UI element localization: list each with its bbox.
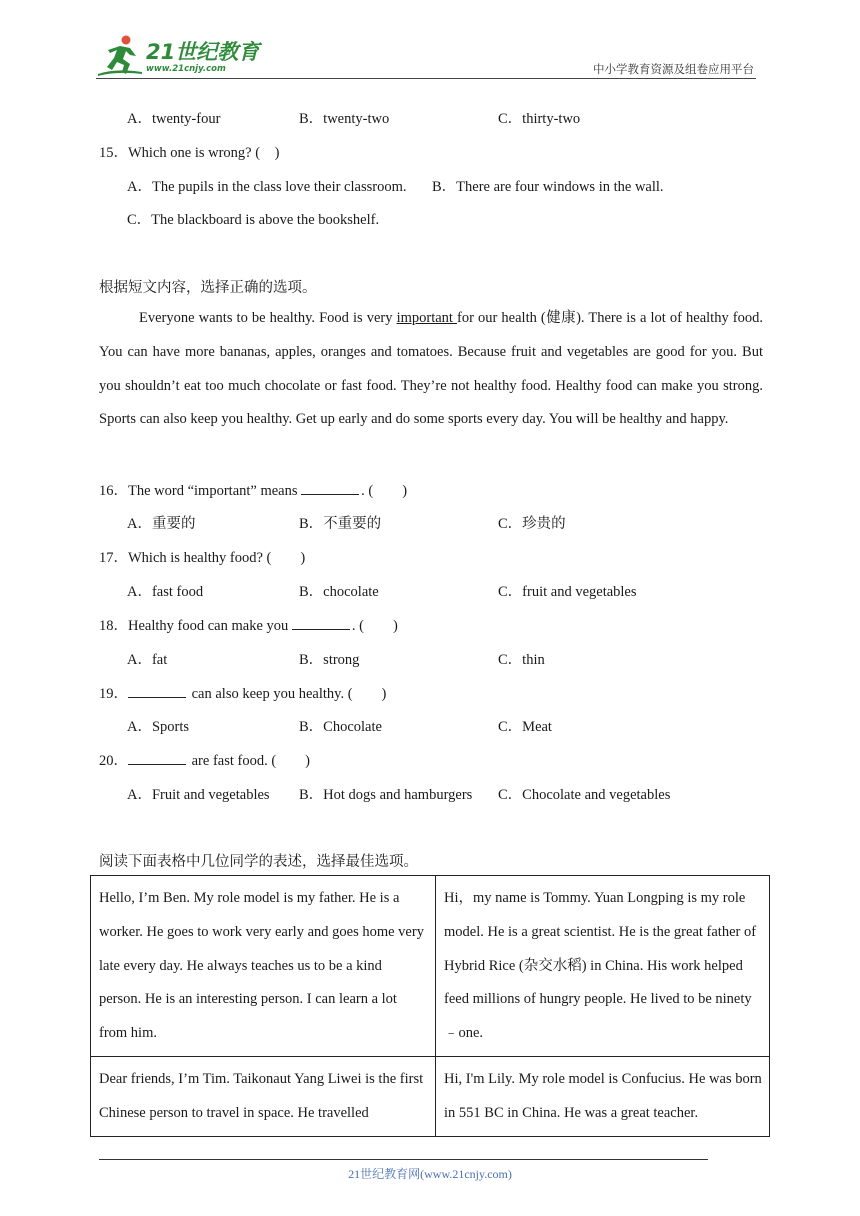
reading-passage [99,302,763,437]
answer-blank[interactable] [292,620,350,630]
table-cell-tim: Dear friends, I’m Tim. Taikonaut Yang Liwei is the first Chinese person to travel in space. He travelled [99,1071,424,1121]
q17-option-a[interactable]: A．fast food [127,584,204,600]
q14-option-c[interactable]: C．thirty-two [498,111,581,127]
q16-option-a[interactable]: A．重要的 [127,516,196,532]
q19-option-b[interactable]: B．Chocolate [299,719,382,735]
page-header [0,0,860,80]
section2-instruction: 根据短文内容，选择正确的选项。 [99,280,317,296]
q15-stem: 15．Which one is wrong? ( ) [99,145,280,161]
table-cell-tommy: Hi，my name is Tommy. Yuan Longping is my role model. He is a great scientist. He is the great father of Hybrid Rice (杂交水稻) in China. His work helped feed millions of hungry people. He lived to be ninety﹣one. [444,890,757,1042]
q14-option-a[interactable]: A．twenty-four [127,111,221,127]
logo-title: 21世纪教育 [146,40,260,64]
footer-divider [99,1159,708,1160]
logo-url: www.21cnjy.com [146,64,226,74]
site-logo [96,34,266,78]
q19-option-a[interactable]: A．Sports [127,719,190,735]
table-cell-ben: Hello, I’m Ben. My role model is my father. He is a worker. He goes to work very early and goes home very late every day. He always teaches us to be a kind person. He is an interesting person. I can learn a lot from him. [99,890,424,1042]
q15-option-c[interactable]: C．The blackboard is above the bookshelf. [127,212,380,228]
q16-option-b[interactable]: B．不重要的 [299,516,382,532]
q15-option-a[interactable]: A．The pupils in the class love their classroom. [127,179,407,195]
q20-stem: 20． are fast food. ( ) [99,753,310,769]
platform-name: 中小学教育资源及组卷应用平台 [593,62,754,76]
table-cell-lily: Hi, I'm Lily. My role model is Confucius. He was born in 551 BC in China. He was a great teacher. [444,1071,762,1121]
q18-option-c[interactable]: C．thin [498,652,545,668]
passage-underlined-word: important [396,310,458,326]
q19-stem: 19． can also keep you healthy. ( ) [99,686,387,702]
q15-option-b[interactable]: B．There are four windows in the wall. [432,179,664,195]
answer-blank[interactable] [301,485,359,495]
answer-blank[interactable] [128,688,186,698]
q20-option-c[interactable]: C．Chocolate and vegetables [498,787,671,803]
q17-stem: 17．Which is healthy food? ( ) [99,550,306,566]
header-divider [96,78,756,79]
q17-option-b[interactable]: B．chocolate [299,584,379,600]
q19-option-c[interactable]: C．Meat [498,719,552,735]
q18-option-b[interactable]: B．strong [299,652,360,668]
statements-table [90,875,770,1137]
q17-option-c[interactable]: C．fruit and vegetables [498,584,637,600]
runner-icon [96,34,146,78]
q14-option-b[interactable]: B．twenty-two [299,111,390,127]
q16-stem: 16．The word “important” means . ( ) [99,483,408,499]
answer-blank[interactable] [128,755,186,765]
section3-instruction: 阅读下面表格中几位同学的表述，选择最佳选项。 [99,854,418,870]
passage-text-after: for our health (健康). There is a lot of healthy food. You can have more bananas, apples, oranges and tomatoes. Because fruit and vegetables are good for you. But you shouldn’t eat too much chocolate or fast food. They’re not healthy food. Healthy food can make you strong. Sports can also keep you healthy. Get up early and do some sports every day. You will be healthy and happy. [99,310,763,428]
passage-text-before: Everyone wants to be healthy. Food is very [139,310,397,326]
q18-option-a[interactable]: A．fat [127,652,168,668]
q18-stem: 18．Healthy food can make you . ( ) [99,618,398,634]
q20-option-b[interactable]: B．Hot dogs and hamburgers [299,787,473,803]
footer-link[interactable]: 21世纪教育网(www.21cnjy.com) [348,1167,512,1181]
q20-option-a[interactable]: A．Fruit and vegetables [127,787,270,803]
q16-option-c[interactable]: C．珍贵的 [498,516,566,532]
